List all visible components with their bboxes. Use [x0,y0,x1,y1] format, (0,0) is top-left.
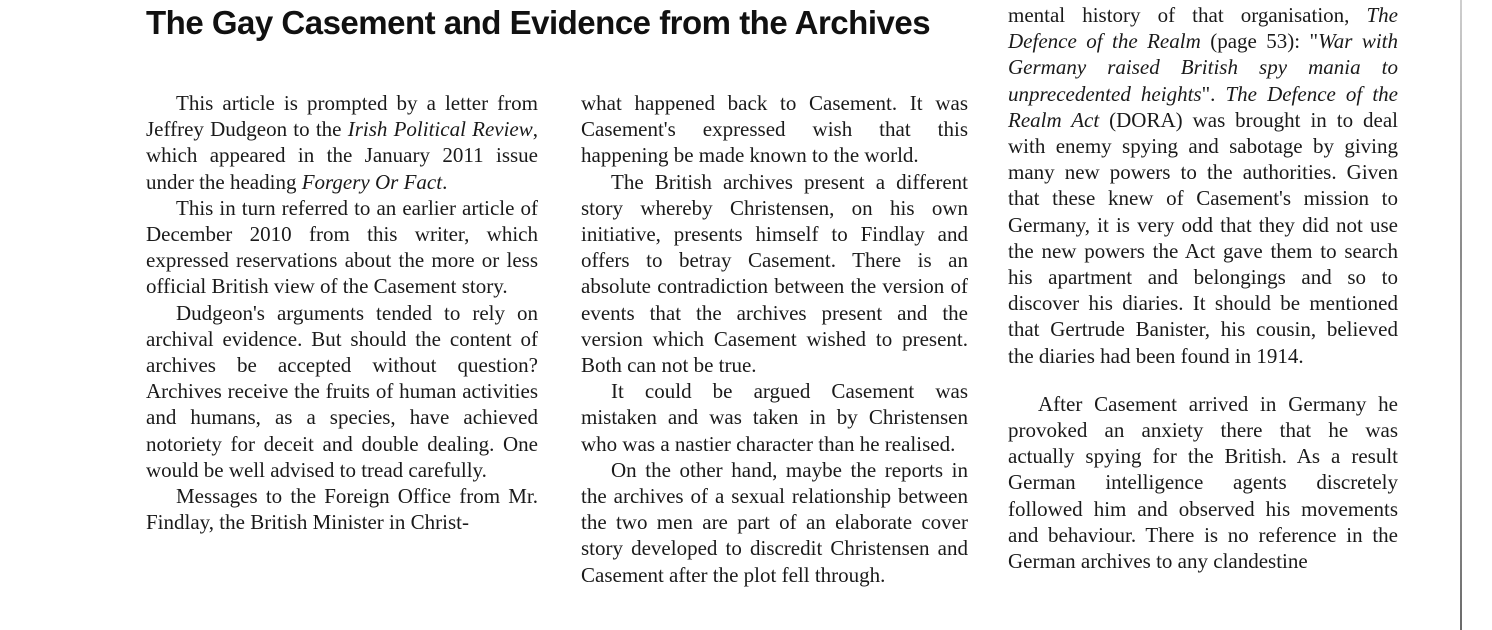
page-edge [1460,0,1462,630]
paragraph: It could be argued Casement was mistaken and was taken in by Christensen who was a nastier character than he realised. [581,379,968,456]
paragraph: Dudgeon's arguments tended to rely on archival evidence. But should the content of archives be accepted without question? Archives receive the fruits of human activities and humans, as a species, have achieved notoriety for deceit and double dealing. One would be well advised to tread carefully. [146,300,538,482]
column-3 [1008,2,1398,574]
paragraph: This in turn referred to an earlier article of December 2010 from this writer, which expressed reservations about the more or less official British view of the Casement story. [146,195,538,299]
paragraph: This article is prompted by a letter from Jeffrey Dudgeon to the Irish Political Review, which appeared in the January 2011 issue under the heading Forgery Or Fact. [146,91,539,194]
paragraph: After Casement arrived in Germany he provoked an anxiety there that he was actually spying for the British. As a result German intelligence agents discretely followed him and observed his movements and behaviour. There is no reference in the German archives to any clandestine [1008,391,1398,574]
paragraph: what happened back to Casement. It was Casement's expressed wish that this happening be made known to the world. [581,91,968,168]
article-title: The Gay Casement and Evidence from the Archives [146,4,931,41]
paragraph: On the other hand, maybe the reports in the archives of a sexual relationship between the two men are part of an elaborate cover story developed to discredit Christensen and Casement after the plot fell through. [581,457,968,587]
paragraph: The British archives present a different story whereby Christensen, on his own initiative, presents himself to Findlay and offers to betray Casement. There is an absolute contradiction between the version of events that the archives present and the version which Casement wished to present. Both can not be true. [581,169,968,378]
column-2 [581,90,968,588]
paragraph: mental history of that organisation, The Defence of the Realm (page 53): "War with Germany raised British spy mania to unprecedented heights". The Defence of the Realm Act (DORA) was brought in to deal with enemy spying and sabotage by giving many new powers to the authorities. Given that these knew of Casement's mission to Germany, it is very odd that they did not use the new powers the Act gave them to search his apartment and belongings and so to discover his diaries. It should be mentioned that Gertrude Banister, his cousin, believed the diaries had been found in 1914. [1008,3,1398,368]
paragraph: Messages to the Foreign Office from Mr. Findlay, the British Minister in Christ- [146,484,538,535]
paragraph-gap [1008,369,1398,391]
column-1 [146,90,538,535]
